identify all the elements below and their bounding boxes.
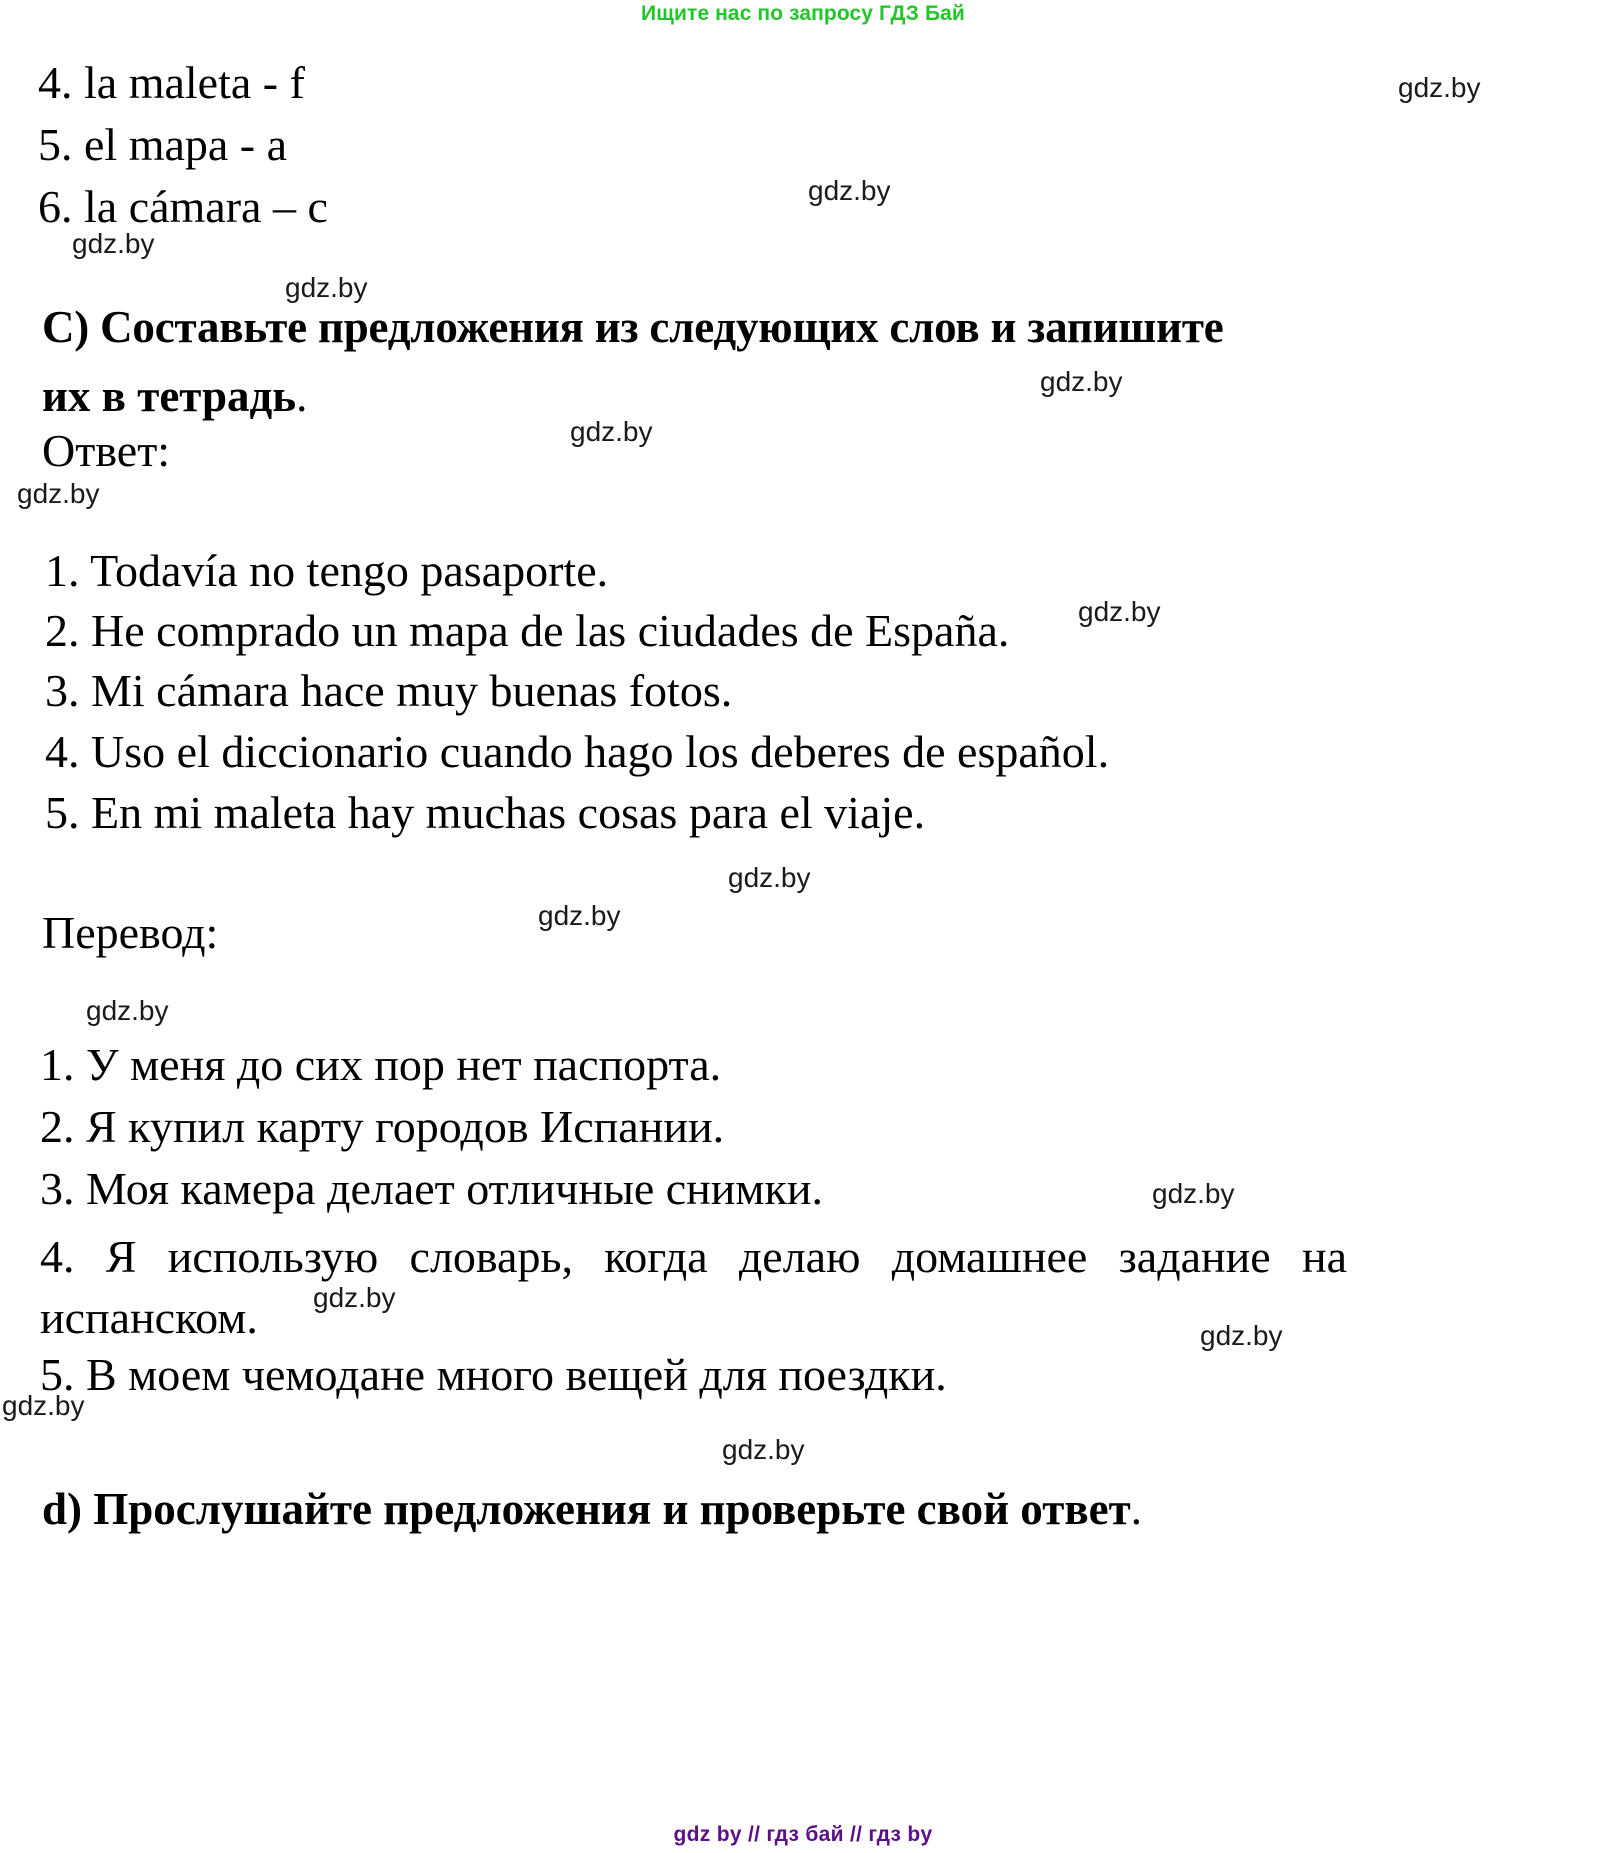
watermark: gdz.by xyxy=(570,416,653,447)
task-c-heading-line-2 xyxy=(42,370,307,422)
matching-answer-item-5: 5. el mapa - a xyxy=(38,119,288,170)
watermark: gdz.by xyxy=(2,1390,85,1421)
watermark: gdz.by xyxy=(808,175,891,206)
watermark: gdz.by xyxy=(285,272,368,303)
answer-label: Ответ: xyxy=(42,425,171,476)
spanish-sentence-2: 2. He comprado un mapa de las ciudades de España. xyxy=(45,605,1010,656)
watermark: gdz.by xyxy=(86,995,169,1026)
translation-sentence-4: 4. Я использую словарь, когда делаю домашнее задание на испанском. xyxy=(40,1231,1347,1344)
promo-footer: gdz by // гдз бай // гдз by xyxy=(673,1823,933,1846)
task-d-heading-bold: d) Прослушайте предложения и проверьте свой ответ xyxy=(42,1484,1131,1534)
promo-banner: Ищите нас по запросу ГДЗ Бай xyxy=(641,2,965,25)
matching-answer-item-6: 6. la cámara – c xyxy=(38,181,328,232)
watermark: gdz.by xyxy=(1040,366,1123,397)
spanish-sentence-4: 4. Uso el diccionario cuando hago los deberes de español. xyxy=(45,726,1110,777)
task-c-heading-line-2-bold: их в тетрадь xyxy=(42,371,297,421)
translation-sentence-5: 5. В моем чемодане много вещей для поездки. xyxy=(40,1349,947,1400)
watermark: gdz.by xyxy=(538,900,621,931)
translation-sentence-1: 1. У меня до сих пор нет паспорта. xyxy=(40,1039,722,1090)
watermark: gdz.by xyxy=(1200,1320,1283,1351)
watermark: gdz.by xyxy=(1398,72,1481,103)
spanish-sentence-3: 3. Mi cámara hace muy buenas fotos. xyxy=(45,665,733,716)
watermark: gdz.by xyxy=(1078,596,1161,627)
watermark: gdz.by xyxy=(17,478,100,509)
spanish-sentence-5: 5. En mi maleta hay muchas cosas para el viaje. xyxy=(45,787,926,838)
watermark: gdz.by xyxy=(722,1434,805,1465)
task-d-heading-tail: . xyxy=(1130,1484,1142,1534)
task-d-heading xyxy=(42,1483,1142,1535)
matching-answer-item-4: 4. la maleta - f xyxy=(38,57,305,108)
watermark: gdz.by xyxy=(313,1282,396,1313)
task-c-heading-line-2-tail: . xyxy=(296,371,308,421)
translation-sentence-2: 2. Я купил карту городов Испании. xyxy=(40,1101,725,1152)
watermark: gdz.by xyxy=(728,862,811,893)
spanish-sentence-1: 1. Todavía no tengo pasaporte. xyxy=(45,545,609,596)
translation-label: Перевод: xyxy=(42,907,219,958)
translation-sentence-3: 3. Моя камера делает отличные снимки. xyxy=(40,1163,823,1214)
task-c-heading-line-1: C) Составьте предложения из следующих слов и запишите xyxy=(42,302,1224,352)
watermark: gdz.by xyxy=(72,228,155,259)
watermark: gdz.by xyxy=(1152,1178,1235,1209)
